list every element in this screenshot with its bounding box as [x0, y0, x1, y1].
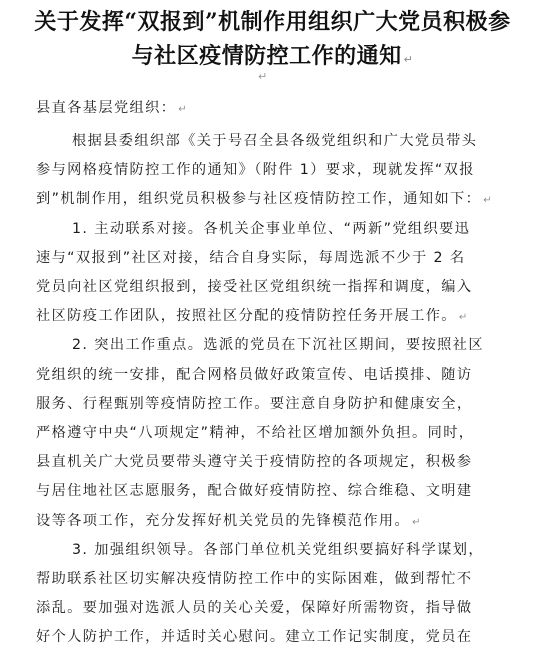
body-line	[36, 481, 516, 501]
body-line	[36, 627, 516, 647]
paragraph-mark-icon: ↵	[458, 312, 469, 323]
body-line-text: 党员向社区党组织报到，接受社区党组织统一指挥和调度，编入	[36, 279, 473, 295]
body-line-text: 好个人防护工作，并适时关心慰问。建立工作记实制度，党员在	[36, 629, 473, 645]
body-line	[72, 540, 520, 560]
document-title-line-1: 关于发挥“双报到”机制作用组织广大党员积极参	[34, 9, 511, 35]
paragraph-mark-icon: ↵	[483, 195, 493, 206]
body-line-text: 与居住地社区志愿服务，配合做好疫情防控、综合维稳、文明建	[36, 483, 473, 499]
paragraph-mark-icon: ↵	[412, 517, 422, 528]
body-line	[36, 569, 516, 589]
body-line-text: 服务、行程甄别等疫情防控工作。要注意自身防护和健康安全，	[36, 396, 473, 412]
body-line	[72, 335, 520, 355]
body-line	[36, 423, 516, 443]
body-line-text: 添乱。要加强对选派人员的关心关爱，保障好所需物资，指导做	[36, 600, 473, 616]
body-line-text: 参与网格疫情防控工作的通知》（附件 1）要求，现就发挥“双报	[36, 162, 475, 178]
paragraph-mark-icon: ↵	[403, 53, 414, 66]
body-line-text: 根据县委组织部《关于号召全县各级党组织和广大党员带头	[72, 133, 478, 149]
body-line-text: 严格遵守中央“八项规定”精神，不给社区增加额外负担。同时，	[36, 425, 475, 441]
body-line-text: 县直机关广大党员要带头遵守关于疫情防控的各项规定，积极参	[36, 454, 473, 470]
body-line-text: 3. 加强组织领导。各部门单位机关党组织要搞好科学谋划，	[72, 542, 484, 558]
body-line-text: 速与“双报到”社区对接，结合自身实际，每周选派不少于 2 名	[36, 250, 466, 266]
body-line	[36, 306, 516, 328]
body-line-text: 党组织的统一安排，配合网格员做好政策宣传、电话摸排、随访	[36, 367, 473, 383]
body-line	[36, 511, 516, 533]
paragraph-mark-icon: ↵	[178, 104, 189, 115]
body-line-text: 设等各项工作，充分发挥好机关党员的先锋模范作用。	[36, 513, 411, 529]
body-line	[36, 452, 516, 472]
paragraph-mark-icon: ↵	[258, 70, 268, 83]
body-line-text: 帮助联系社区切实解决疫情防控工作中的实际困难，做到帮忙不	[36, 571, 473, 587]
body-line	[36, 277, 516, 297]
body-line	[36, 394, 516, 414]
body-line	[36, 598, 516, 618]
body-line	[36, 365, 516, 385]
body-line	[72, 219, 520, 239]
salutation: 县直各基层党组织： ↵	[36, 100, 189, 116]
body-line	[36, 189, 516, 211]
body-line-text: 社区防疫工作团队，按照社区分配的疫情防控任务开展工作。	[36, 308, 457, 324]
body-line	[72, 131, 520, 151]
body-line-text: 到”机制作用，组织党员积极参与社区疫情防控工作，通知如下：	[36, 191, 482, 207]
body-line-text: 1. 主动联系对接。各机关企事业单位、“两新”党组织要迅	[72, 221, 471, 237]
body-line-text: 2. 突出工作重点。选派的党员在下沉社区期间，要按照社区	[72, 337, 484, 353]
body-line	[36, 160, 516, 180]
document-title-line-2: 与社区疫情防控工作的通知 ↵	[131, 43, 414, 69]
body-line	[36, 248, 516, 268]
